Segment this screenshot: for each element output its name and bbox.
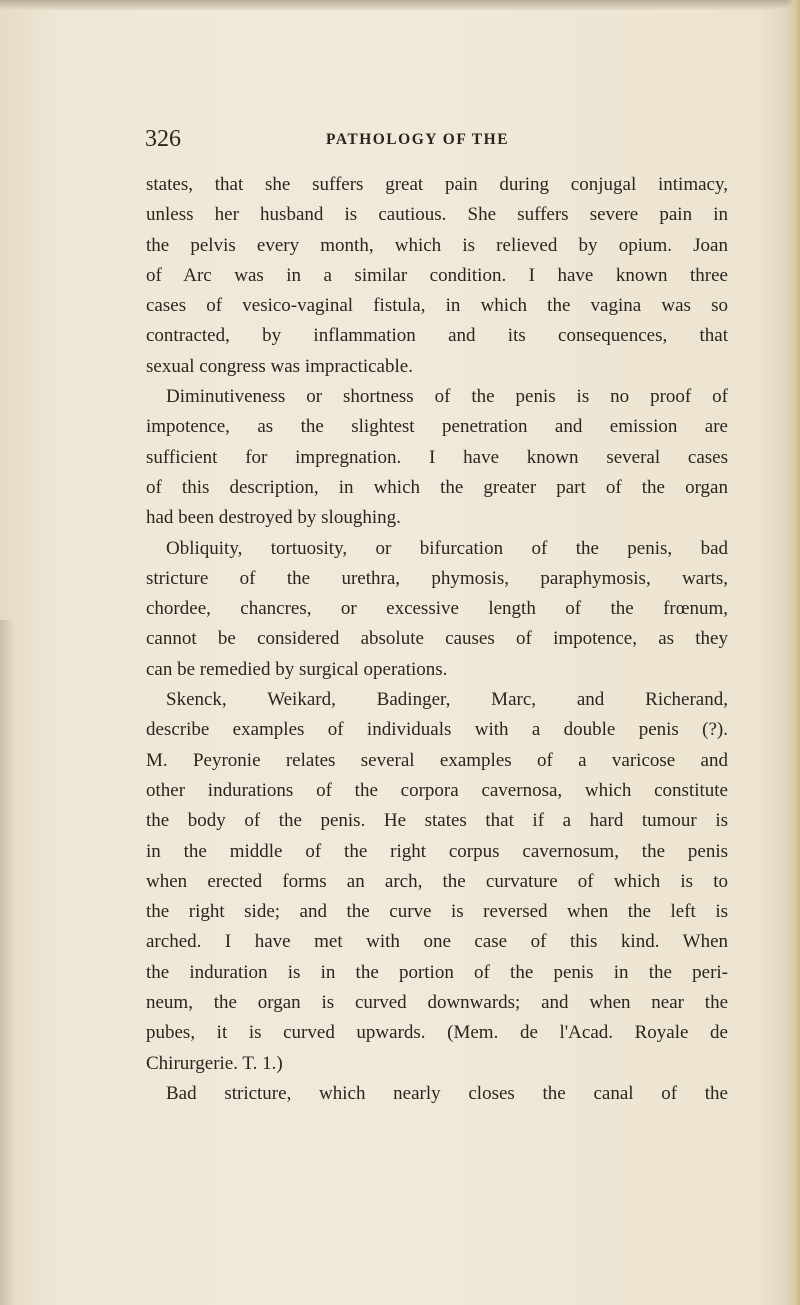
text-line: Chirurgerie. T. 1.) [146,1052,283,1074]
text-line: describe examples of individuals with a double penis (?). [146,719,728,741]
text-line: arched. I have met with one case of this kind. When [146,931,728,953]
text-line: other indurations of the corpora cavernosa, which constitute [146,779,728,801]
text-line: impotence, as the slightest penetration and emission are [146,416,728,438]
text-line: Diminutiveness or shortness of the penis is no proof of [166,386,728,408]
running-head: PATHOLOGY OF THE [326,131,510,148]
text-line: can be remedied by surgical operations. [146,658,448,680]
page-header [145,124,745,154]
text-line: when erected forms an arch, the curvature of which is to [146,870,728,892]
text-line: in the middle of the right corpus cavernosum, the penis [146,840,728,862]
body-text [146,170,728,1109]
text-line: of Arc was in a similar condition. I have known three [146,264,728,286]
text-line: unless her husband is cautious. She suffers severe pain in [146,204,728,226]
page-left-edge-shadow [0,620,14,1305]
text-line: sufficient for impregnation. I have known several cases [146,446,728,468]
text-line: cases of vesico-vaginal fistula, in which the vagina was so [146,295,728,317]
text-line: pubes, it is curved upwards. (Mem. de l'Acad. Royale de [146,1022,728,1044]
text-line: the right side; and the curve is reversed when the left is [146,901,728,923]
text-line: neum, the organ is curved downwards; and when near the [146,992,728,1014]
text-line: states, that she suffers great pain during conjugal intimacy, [146,174,728,195]
text-line: contracted, by inflammation and its consequences, that [146,325,728,347]
page-right-edge-shadow [786,0,800,1305]
text-line: had been destroyed by sloughing. [146,507,401,529]
text-line: M. Peyronie relates several examples of a varicose and [146,749,728,771]
text-line: of this description, in which the greater part of the organ [146,476,728,498]
text-line: the body of the penis. He states that if a hard tumour is [146,810,728,832]
text-line: Obliquity, tortuosity, or bifurcation of the penis, bad [166,537,728,559]
text-line: the pelvis every month, which is relieved by opium. Joan [146,234,728,256]
page-number: 326 [145,126,181,152]
page-top-edge-shadow [0,0,800,10]
text-line: stricture of the urethra, phymosis, paraphymosis, warts, [146,567,728,589]
text-line: Skenck, Weikard, Badinger, Marc, and Richerand, [166,689,728,711]
text-line: sexual congress was impracticable. [146,355,413,377]
text-line: chordee, chancres, or excessive length of the frœnum, [146,598,728,620]
text-line: the induration is in the portion of the penis in the peri- [146,961,728,983]
text-line: cannot be considered absolute causes of impotence, as they [146,628,728,650]
text-line: Bad stricture, which nearly closes the canal of the [166,1082,728,1104]
